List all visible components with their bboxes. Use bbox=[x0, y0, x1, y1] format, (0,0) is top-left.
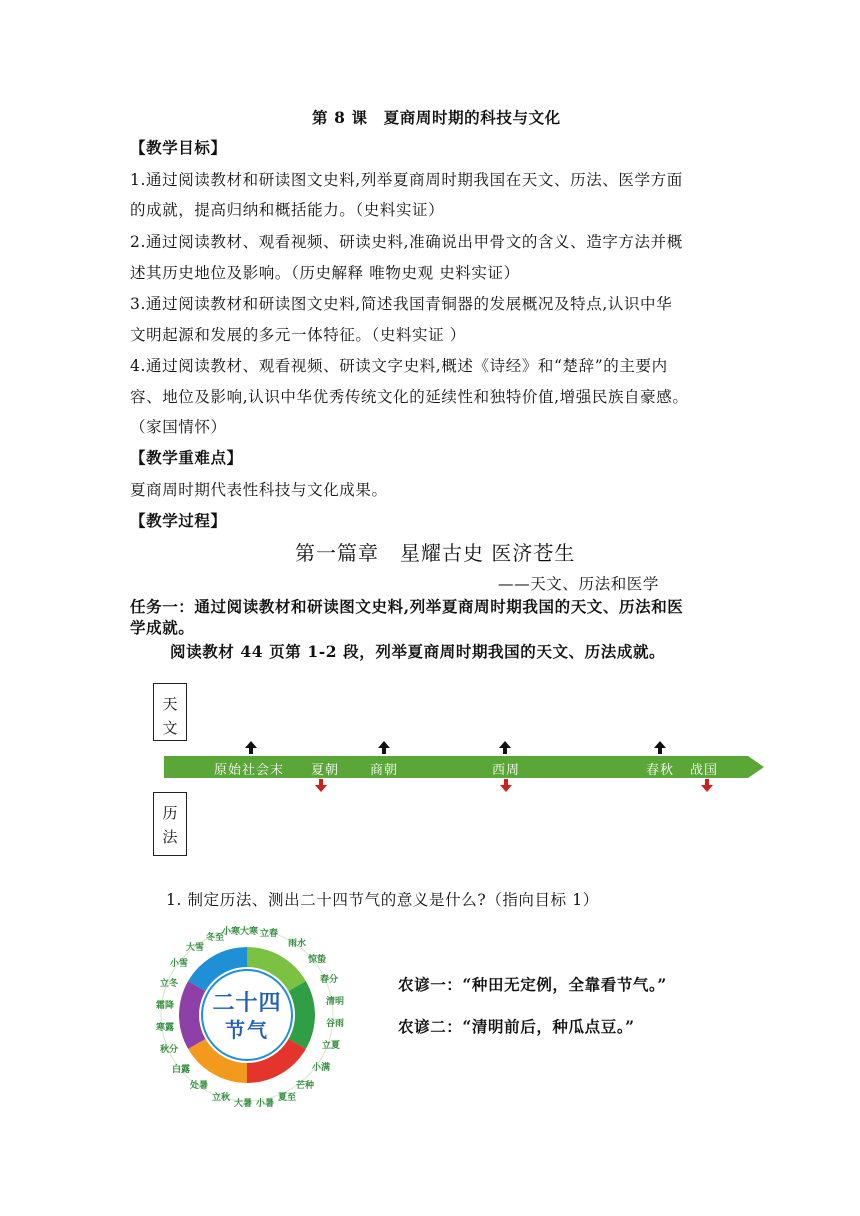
up-arrow-icon bbox=[245, 741, 257, 754]
term-label: 雨水 bbox=[288, 939, 307, 949]
goal-line: 2.通过阅读教材、观看视频、研读史料,准确说出甲骨文的含义、造字方法并概 bbox=[130, 233, 683, 251]
key-points-text: 夏商周时期代表性科技与文化成果。 bbox=[130, 481, 388, 499]
down-arrow-icons bbox=[315, 779, 713, 792]
lesson-title: 第 8 课 夏商周时期的科技与文化 bbox=[312, 108, 561, 127]
term-label: 大寒 bbox=[240, 927, 259, 937]
goal-line: 述其历史地位及影响。（历史解释 唯物史观 史料实证） bbox=[130, 264, 520, 282]
wheel-center-line1: 二十四 bbox=[212, 990, 282, 1016]
term-label: 立秋 bbox=[212, 1093, 231, 1103]
up-arrow-icon bbox=[378, 741, 390, 754]
term-label: 小寒 bbox=[222, 927, 241, 937]
era-label: 夏朝 bbox=[311, 763, 340, 778]
era-label: 商朝 bbox=[370, 763, 399, 778]
process-heading: 【教学过程】 bbox=[130, 511, 227, 530]
up-arrow-icon bbox=[654, 741, 666, 754]
term-label: 霜降 bbox=[156, 1001, 175, 1011]
goal-line: 3.通过阅读教材和研读图文史料,简述我国青铜器的发展概况及特点,认识中华 bbox=[130, 295, 673, 313]
key-points-heading: 【教学重难点】 bbox=[130, 448, 243, 467]
term-label: 秋分 bbox=[160, 1045, 179, 1055]
era-label: 原始社会末 bbox=[214, 763, 285, 778]
solar-terms-wheel bbox=[156, 924, 345, 1109]
era-label: 春秋 bbox=[646, 763, 675, 778]
calendar-char: 历 bbox=[162, 804, 178, 822]
task1-instruction: 阅读教材 44 页第 1-2 段，列举夏商周时期我国的天文、历法成就。 bbox=[170, 642, 666, 661]
calendar-char: 法 bbox=[162, 828, 178, 846]
term-label: 大雪 bbox=[186, 943, 205, 953]
astronomy-char: 文 bbox=[162, 719, 178, 737]
task1-line: 任务一：通过阅读教材和研读图文史料,列举夏商周时期我国的天文、历法和医 bbox=[130, 597, 684, 616]
question-1: 1. 制定历法、测出二十四节气的意义是什么?（指向目标 1） bbox=[166, 891, 599, 909]
term-label: 谷雨 bbox=[326, 1019, 345, 1029]
goal-line: 4.通过阅读教材、观看视频、研读文字史料,概述《诗经》和“楚辞”的主要内 bbox=[130, 357, 668, 375]
goal-line: （家国情怀） bbox=[130, 418, 227, 436]
astronomy-char: 天 bbox=[162, 695, 178, 713]
goal-line: 的成就，提高归纳和概括能力。（史料实证） bbox=[130, 201, 445, 219]
term-label: 夏至 bbox=[278, 1093, 297, 1103]
term-label: 立夏 bbox=[322, 1041, 341, 1051]
proverb-2: 农谚二：“清明前后，种瓜点豆。” bbox=[398, 1017, 635, 1036]
term-label: 春分 bbox=[320, 975, 339, 985]
proverb-1: 农谚一：“种田无定例，全靠看节气。” bbox=[398, 975, 667, 994]
chapter-subtitle: ——天文、历法和医学 bbox=[498, 575, 660, 593]
up-arrow-icons bbox=[245, 741, 666, 754]
term-label: 处暑 bbox=[190, 1081, 209, 1091]
term-label: 大暑 bbox=[234, 1099, 253, 1109]
term-label: 小满 bbox=[312, 1063, 331, 1073]
term-label: 立春 bbox=[260, 929, 279, 939]
term-label: 清明 bbox=[326, 997, 345, 1007]
term-label: 白露 bbox=[172, 1065, 191, 1075]
wheel-center-line2: 节气 bbox=[225, 1018, 269, 1042]
term-label: 小暑 bbox=[256, 1099, 275, 1109]
down-arrow-icon bbox=[315, 779, 327, 792]
term-label: 小雪 bbox=[170, 959, 189, 969]
goals-heading: 【教学目标】 bbox=[130, 138, 227, 157]
up-arrow-icon bbox=[499, 741, 511, 754]
term-label: 冬至 bbox=[206, 933, 225, 943]
term-label: 立冬 bbox=[160, 979, 179, 989]
goal-line: 文明起源和发展的多元一体特征。（史料实证 ） bbox=[130, 326, 466, 344]
down-arrow-icon bbox=[701, 779, 713, 792]
task1-line: 学成就。 bbox=[130, 618, 195, 637]
term-label: 惊蛰 bbox=[308, 955, 327, 965]
term-label: 芒种 bbox=[296, 1081, 315, 1091]
chapter-title: 第一篇章 星耀古史 医济苍生 bbox=[295, 541, 576, 565]
goal-line: 1.通过阅读教材和研读图文史料,列举夏商周时期我国在天文、历法、医学方面 bbox=[130, 171, 683, 189]
era-label: 西周 bbox=[492, 763, 521, 778]
goal-line: 容、地位及影响,认识中华优秀传统文化的延续性和独特价值,增强民族自豪感。 bbox=[130, 388, 689, 406]
term-label: 寒露 bbox=[156, 1023, 175, 1033]
down-arrow-icon bbox=[500, 779, 512, 792]
era-label: 战国 bbox=[690, 763, 719, 778]
